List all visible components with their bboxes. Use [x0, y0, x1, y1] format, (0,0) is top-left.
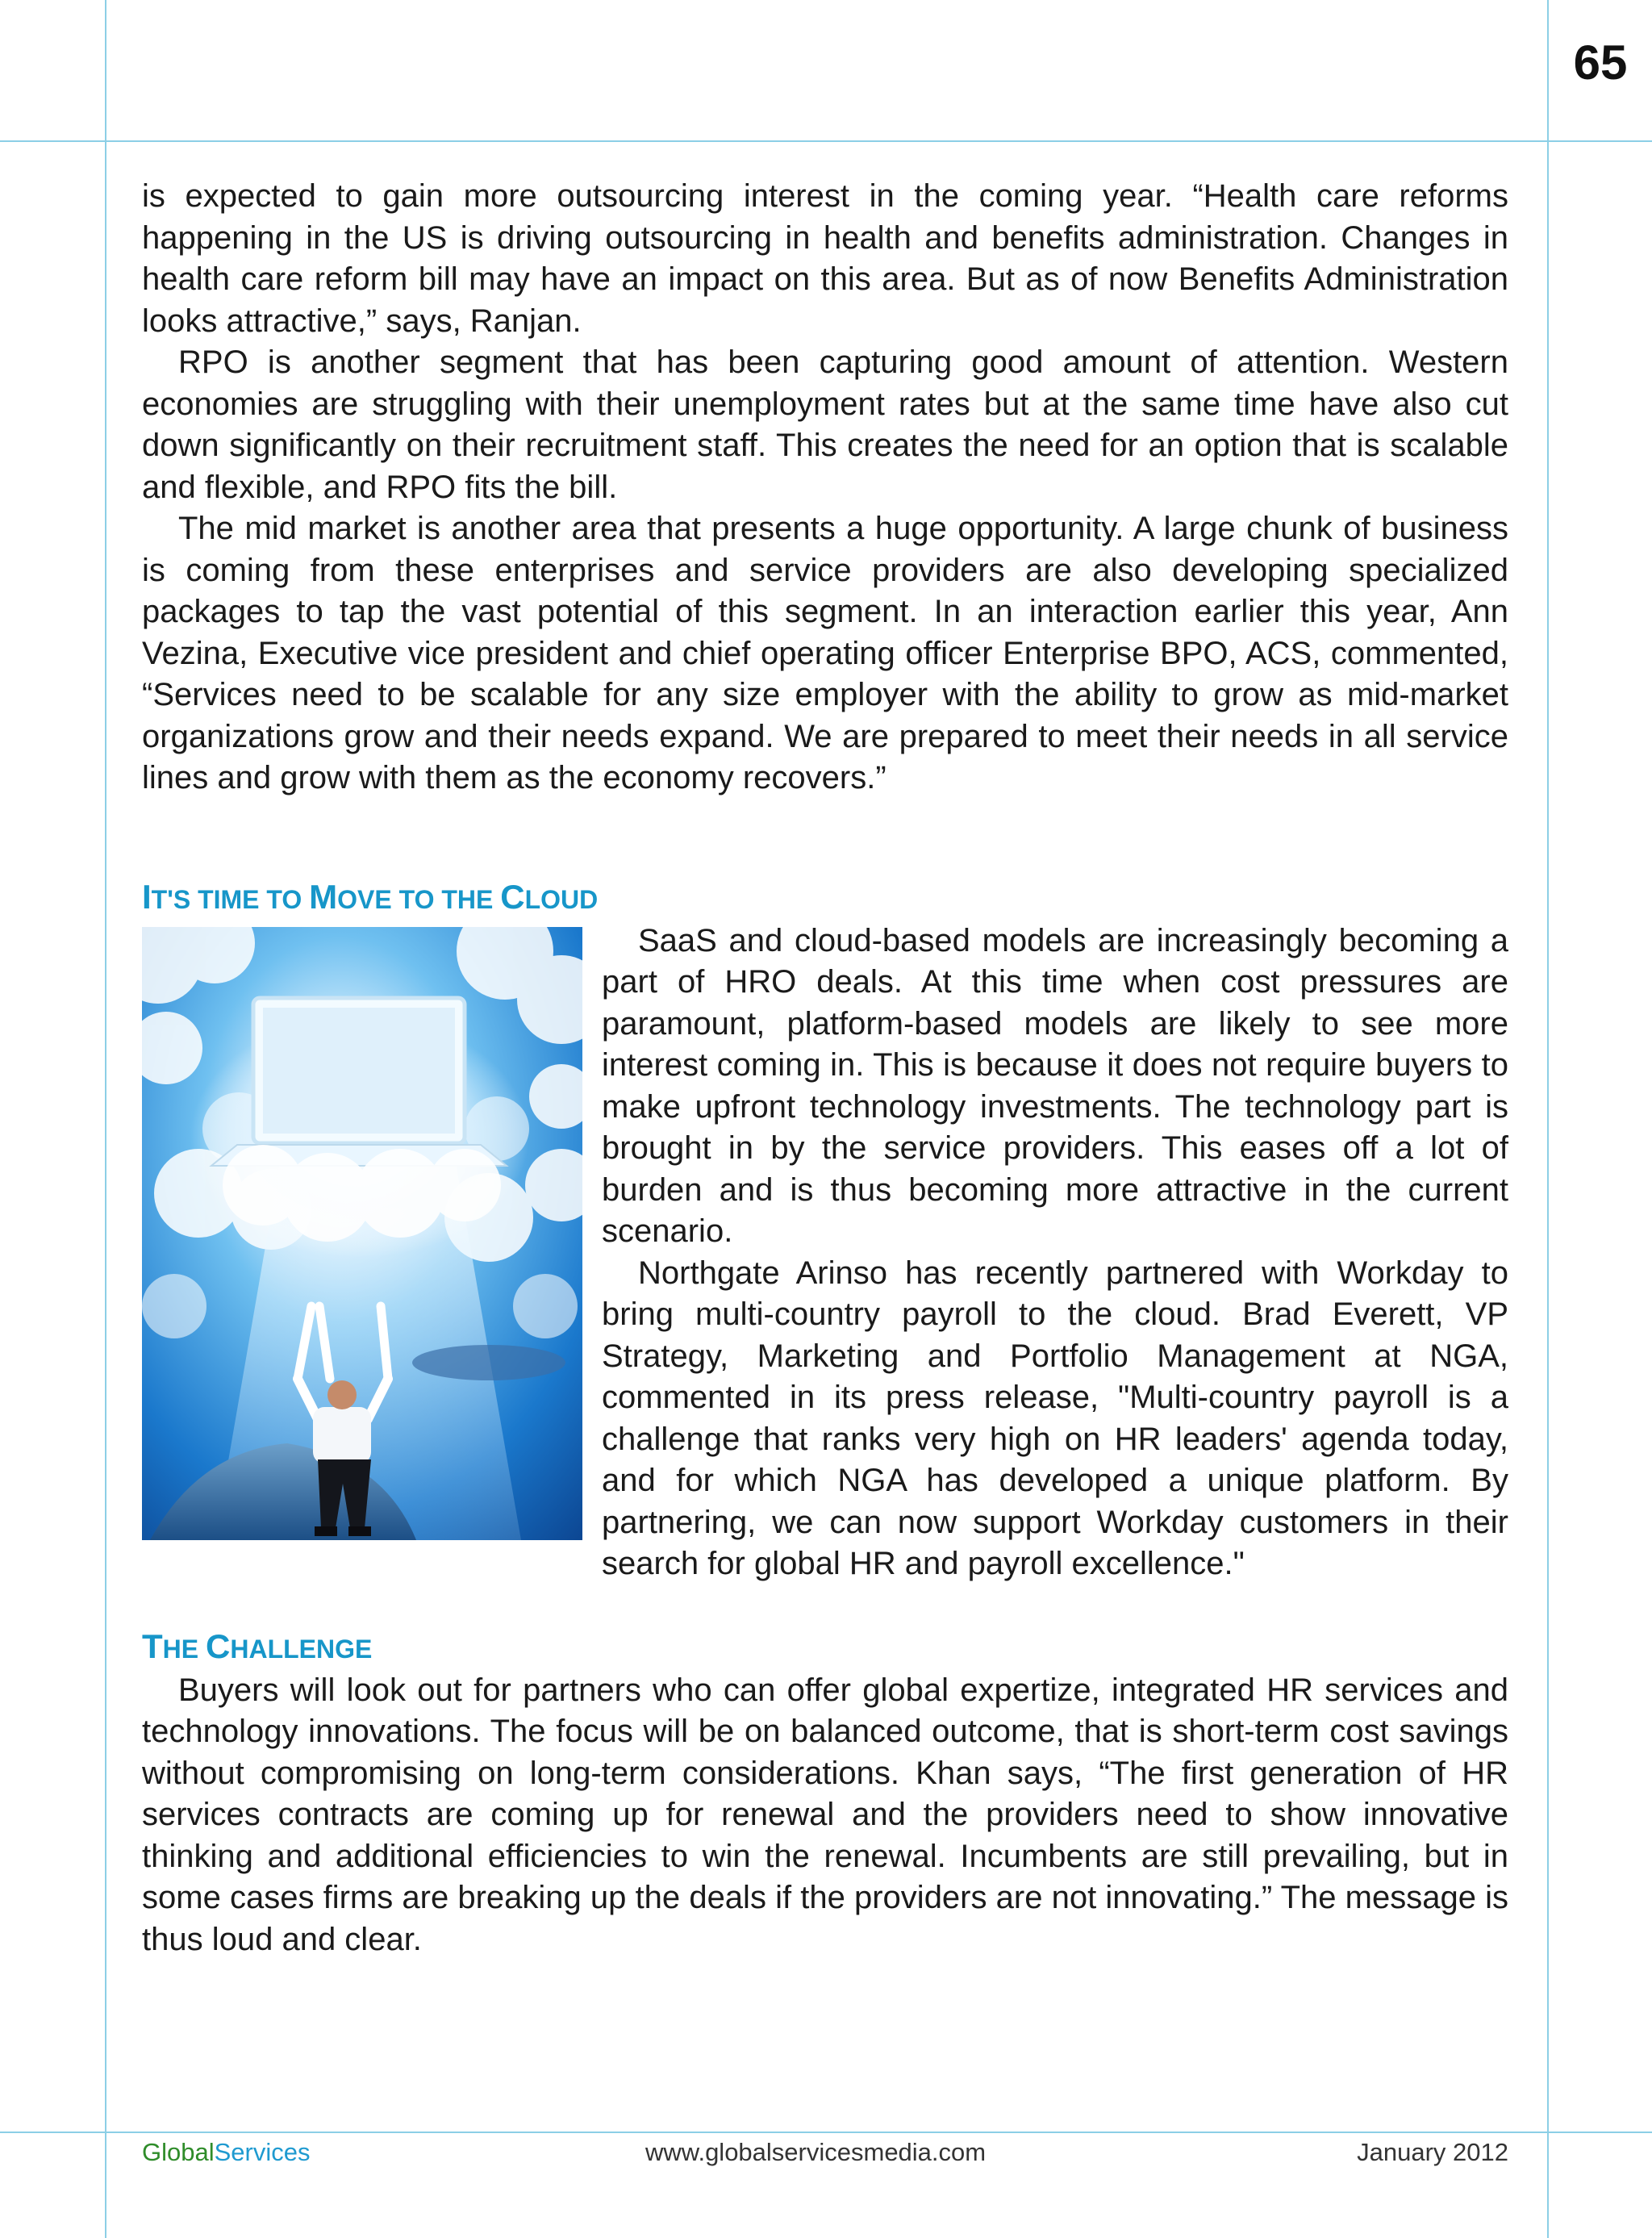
- article-body: [142, 176, 1508, 1960]
- cloud-section-heading: IT'S TIME TO MOVE TO THE CLOUD: [142, 877, 599, 916]
- footer-url[interactable]: www.globalservicesmedia.com: [645, 2138, 987, 2166]
- intro-paragraph-3: The mid market is another area that presents a huge opportunity. A large chunk of business is coming from these enterprises and service providers are also developing specialized packages to tap the vast potential of this segment. In an interaction earlier this year, Ann Vezina, Executive vice president and chief operating officer Enterprise BPO, ACS, commented, “Services need to be scalable for any size employer with the ability to grow as mid-market organizations grow and their needs expand. We are prepared to meet their needs in all service lines and grow with them as the economy recovers.”: [142, 511, 1508, 795]
- challenge-section-heading: THE CHALLENGE: [142, 1626, 373, 1665]
- footer-date: January 2012: [1357, 2138, 1508, 2166]
- cloud-paragraph-2: Northgate Arinso has recently partnered with Workday to bring multi-country payroll to the cloud. Brad Everett, VP Strategy, Marketing and Portfolio Management at NGA, commented in its press release, "Multi-country payroll is a challenge that ranks very high on HR leaders' agenda today, and for which NGA has developed a unique platform. By partnering, we can now support Workday customers in their search for global HR and payroll excellence.": [602, 1255, 1508, 1581]
- cloud-paragraph-1: SaaS and cloud-based models are increasingly becoming a part of HRO deals. At this time when cost pressures are paramount, platform-based models are likely to see more interest coming in. This is because it does not require buyers to make upfront technology investments. The technology part is brought in by the service providers. This eases off a lot of burden and is thus becoming more attractive in the current scenario.: [602, 922, 1508, 1249]
- intro-paragraph-2: RPO is another segment that has been capturing good amount of attention. Western economies are struggling with their unemployment rates but at the same time have also cut down significantly on their recruitment staff. This creates the need for an option that is scalable and flexible, and RPO fits the bill.: [142, 344, 1508, 505]
- cloud-section-body: [142, 921, 1508, 1585]
- intro-paragraph-1: is expected to gain more outsourcing interest in the coming year. “Health care reforms happening in the US is driving outsourcing in health and benefits administration. Changes in health care reform bill may have an impact on this area. But as of now Benefits Administration looks attractive,” says, Ranjan.: [142, 178, 1508, 339]
- page-number: 65: [1573, 35, 1628, 90]
- right-margin-rule: [1547, 0, 1549, 2238]
- footer-rule: [0, 2132, 1652, 2133]
- header-rule: [0, 140, 1652, 142]
- cloud-section-text: [602, 921, 1508, 1585]
- cloud-laptop-photo: [142, 927, 582, 1540]
- footer-brand: GlobalServices: [142, 2138, 311, 2166]
- left-margin-rule: [105, 0, 106, 2238]
- challenge-paragraph-1: Buyers will look out for partners who can offer global expertize, integrated HR services and technology innovations. The focus will be on balanced outcome, that is short-term cost savings without compromising on long-term considerations. Khan says, “The first generation of HR services contracts are coming up for renewal and the providers need to show innovative thinking and additional efficiencies to win the renewal. Incumbents are still prevailing, but in some cases firms are breaking up the deals if the providers are not innovating.” The message is thus loud and clear.: [142, 1672, 1508, 1957]
